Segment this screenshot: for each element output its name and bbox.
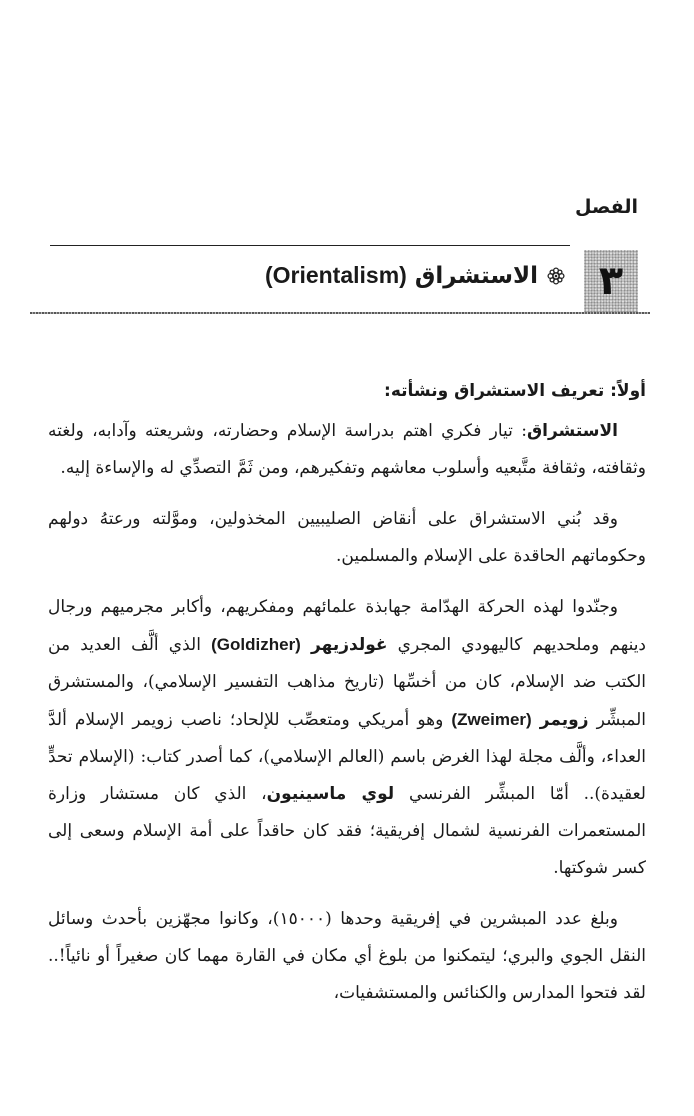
chapter-number-box xyxy=(584,250,638,312)
paragraph-orientalists-part-b: الذي ألَّف العديد من الكتب ضد الإسلام، كان من أخسِّها (تاريخ مذاهب التفسير الإسلامي)، والمستشرق المبشِّر xyxy=(48,635,647,731)
section-heading: أولاً: تعريف الاستشراق ونشأته: xyxy=(384,381,646,401)
page-content xyxy=(48,378,646,1026)
chapter-number: ٣ xyxy=(598,258,624,304)
paragraph-orientalists-part-a: وجنّدوا لهذه الحركة الهدّامة جهابذة علمائهم ومفكريهم، وأكابر مجرميهم ورجال دينهم وملحديهم كاليهودي المجري xyxy=(48,597,647,656)
paragraph-definition-text: : تيار فكري اهتم بدراسة الإسلام وحضارته، وشريعته وآدابه، ولغته وثقافته، وثقافة متَّبعيه وأسلوب معاشهم وتفكيرهم، ومن ثَمَّ التصدِّي له والإساءة إليه. xyxy=(48,421,646,479)
chapter-label: الفصل xyxy=(574,196,638,218)
paragraph-orientalists xyxy=(48,589,646,887)
name-zwemer-latin: (Zweimer) xyxy=(451,710,532,730)
name-goldziher: غولدزيهر xyxy=(311,635,388,656)
paragraph-orientalists-part-d: ، الذي كان مستشار وزارة المستعمرات الفرنسية لشمال إفريقية؛ فقد كان حاقداً على أمة الإسلام وسعى إلى كسر شوكتها. xyxy=(48,784,646,879)
paragraph-orientalists-part-c: وهو أمريكي ومتعصِّب للإلحاد؛ ناصب زويمر الإسلام ألدَّ العداء، وألَّف مجلة لهذا الغرض باسم (العالم الإسلامي)، كما أصدر كتاب: (الإسلام تحدٍّ لعقيدة).. أمّا المبشِّر الفرنسي xyxy=(48,710,646,805)
paragraph-missionaries-text: وبلغ عدد المبشرين في إفريقية وحدها (١٥٠٠٠)، وكانوا مجهّزين بأحدث وسائل النقل الجوي والبري؛ ليتمكنوا من بلوغ أي مكان في القارة مهما كان صغيراً أو نائياً!.. لقد فتحوا المدارس والكنائس والمستشفيات، xyxy=(48,909,646,1004)
paragraph-definition xyxy=(48,413,646,487)
name-zwemer: زويمر xyxy=(539,710,589,731)
paragraph-origins-text: وقد بُني الاستشراق على أنقاض الصليبيين المخذولين، وموَّلته ورعتهُ دولهم وحكوماتهم الحاقدة على الإسلام والمسلمين. xyxy=(48,509,646,567)
rosette-icon xyxy=(546,266,566,286)
term-orientalism: الاستشراق xyxy=(526,421,618,442)
name-massignon: لوي ماسينيون xyxy=(266,784,395,805)
chapter-title-latin: (Orientalism) xyxy=(264,262,407,288)
chapter-title-arabic: الاستشراق xyxy=(414,262,538,289)
name-goldziher-latin: (Goldizher) xyxy=(211,635,301,655)
header-bottom-rule xyxy=(30,312,650,314)
chapter-title xyxy=(265,262,566,289)
header-rule xyxy=(50,245,570,246)
paragraph-missionaries xyxy=(48,901,646,1012)
paragraph-origins xyxy=(48,501,646,575)
